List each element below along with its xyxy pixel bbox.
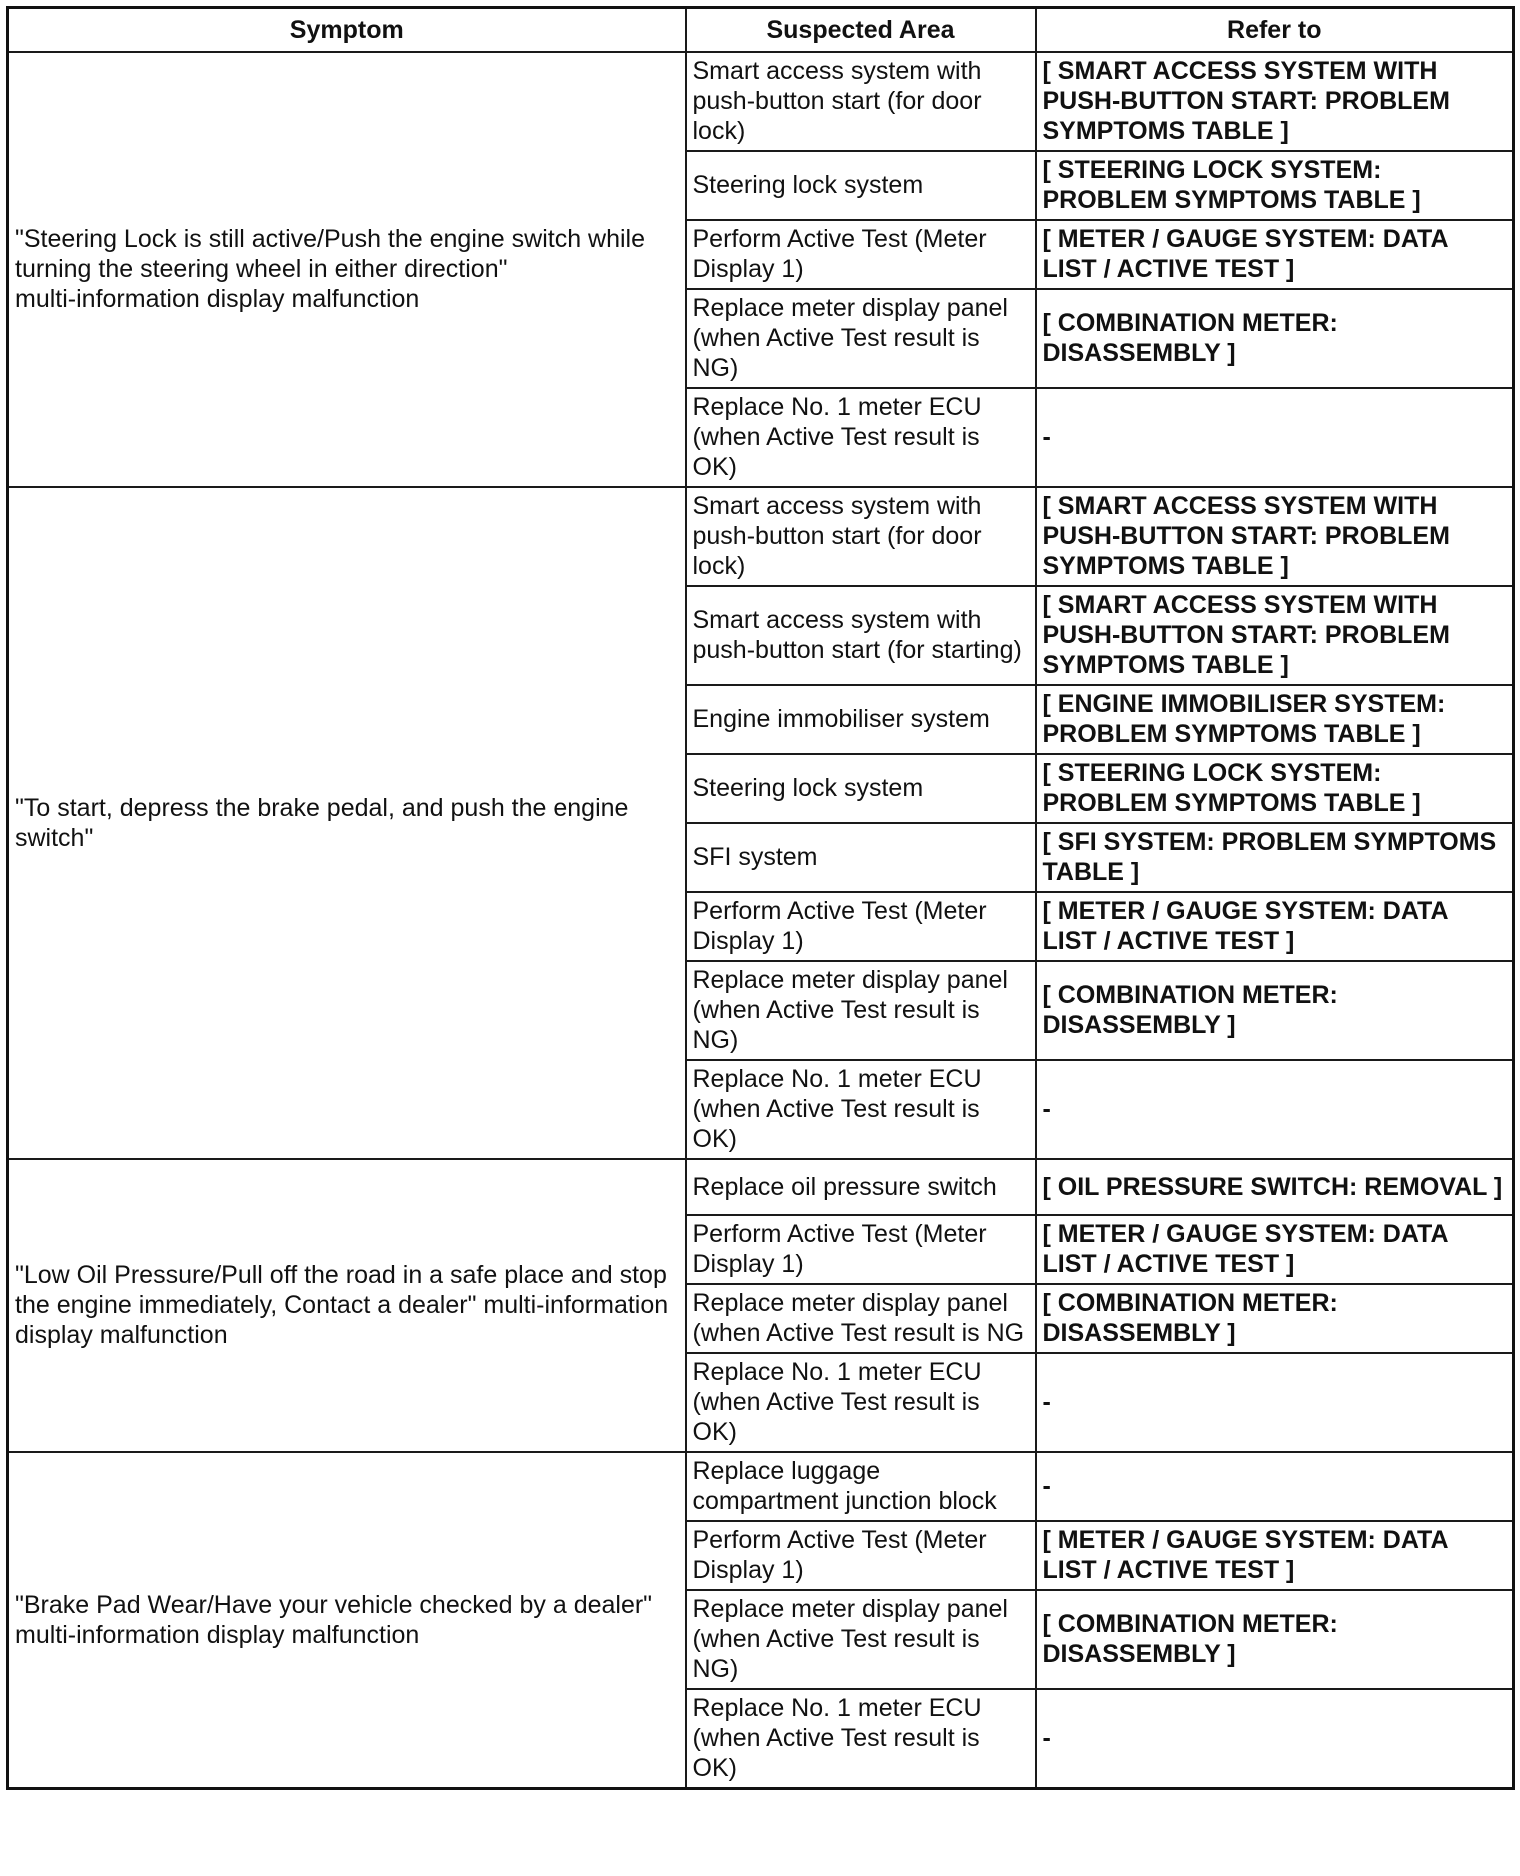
table-row xyxy=(8,1452,1514,1521)
suspected-area-cell: Engine immobiliser system xyxy=(686,685,1036,754)
header-refer-to: Refer to xyxy=(1036,8,1514,53)
refer-to-cell: [ METER / GAUGE SYSTEM: DATA LIST / ACTIVE TEST ] xyxy=(1036,220,1514,289)
suspected-area-cell: Replace oil pressure switch xyxy=(686,1159,1036,1215)
problem-symptoms-table xyxy=(6,6,1515,1790)
suspected-area-cell: Replace meter display panel (when Active Test result is NG) xyxy=(686,1590,1036,1689)
suspected-area-cell: SFI system xyxy=(686,823,1036,892)
refer-to-cell: [ COMBINATION METER: DISASSEMBLY ] xyxy=(1036,1284,1514,1353)
header-row xyxy=(8,8,1514,53)
suspected-area-cell: Replace luggage compartment junction block xyxy=(686,1452,1036,1521)
suspected-area-cell: Smart access system with push-button start (for door lock) xyxy=(686,487,1036,586)
table-header xyxy=(8,8,1514,53)
refer-to-cell: - xyxy=(1036,1452,1514,1521)
refer-to-cell: [ SMART ACCESS SYSTEM WITH PUSH-BUTTON START: PROBLEM SYMPTOMS TABLE ] xyxy=(1036,487,1514,586)
refer-to-cell: - xyxy=(1036,1060,1514,1159)
symptom-cell: "Brake Pad Wear/Have your vehicle checked by a dealer" multi-information display malfunction xyxy=(8,1452,686,1789)
refer-to-cell: [ COMBINATION METER: DISASSEMBLY ] xyxy=(1036,289,1514,388)
refer-to-cell: [ ENGINE IMMOBILISER SYSTEM: PROBLEM SYMPTOMS TABLE ] xyxy=(1036,685,1514,754)
suspected-area-cell: Replace meter display panel (when Active Test result is NG) xyxy=(686,289,1036,388)
suspected-area-cell: Perform Active Test (Meter Display 1) xyxy=(686,220,1036,289)
suspected-area-cell: Replace meter display panel (when Active Test result is NG xyxy=(686,1284,1036,1353)
header-suspected-area: Suspected Area xyxy=(686,8,1036,53)
problem-symptoms-document xyxy=(6,6,1512,1790)
refer-to-cell: - xyxy=(1036,1353,1514,1452)
refer-to-cell: [ SFI SYSTEM: PROBLEM SYMPTOMS TABLE ] xyxy=(1036,823,1514,892)
refer-to-cell: [ METER / GAUGE SYSTEM: DATA LIST / ACTIVE TEST ] xyxy=(1036,1215,1514,1284)
suspected-area-cell: Steering lock system xyxy=(686,151,1036,220)
symptom-cell: "To start, depress the brake pedal, and push the engine switch" xyxy=(8,487,686,1159)
table-body xyxy=(8,52,1514,1789)
refer-to-cell: [ SMART ACCESS SYSTEM WITH PUSH-BUTTON START: PROBLEM SYMPTOMS TABLE ] xyxy=(1036,586,1514,685)
suspected-area-cell: Replace No. 1 meter ECU (when Active Test result is OK) xyxy=(686,1060,1036,1159)
symptom-cell: "Steering Lock is still active/Push the engine switch while turning the steering wheel in either direction" multi-information display malfunction xyxy=(8,52,686,487)
suspected-area-cell: Perform Active Test (Meter Display 1) xyxy=(686,1215,1036,1284)
refer-to-cell: - xyxy=(1036,1689,1514,1789)
refer-to-cell: [ METER / GAUGE SYSTEM: DATA LIST / ACTIVE TEST ] xyxy=(1036,892,1514,961)
table-row xyxy=(8,1159,1514,1215)
symptom-cell: "Low Oil Pressure/Pull off the road in a safe place and stop the engine immediately, Contact a dealer" multi-information display malfunction xyxy=(8,1159,686,1452)
suspected-area-cell: Perform Active Test (Meter Display 1) xyxy=(686,1521,1036,1590)
suspected-area-cell: Smart access system with push-button start (for starting) xyxy=(686,586,1036,685)
refer-to-cell: [ SMART ACCESS SYSTEM WITH PUSH-BUTTON START: PROBLEM SYMPTOMS TABLE ] xyxy=(1036,52,1514,151)
suspected-area-cell: Steering lock system xyxy=(686,754,1036,823)
refer-to-cell: [ METER / GAUGE SYSTEM: DATA LIST / ACTIVE TEST ] xyxy=(1036,1521,1514,1590)
table-row xyxy=(8,52,1514,151)
refer-to-cell: [ COMBINATION METER: DISASSEMBLY ] xyxy=(1036,1590,1514,1689)
table-row xyxy=(8,487,1514,586)
suspected-area-cell: Replace meter display panel (when Active Test result is NG) xyxy=(686,961,1036,1060)
refer-to-cell: [ COMBINATION METER: DISASSEMBLY ] xyxy=(1036,961,1514,1060)
suspected-area-cell: Smart access system with push-button start (for door lock) xyxy=(686,52,1036,151)
refer-to-cell: [ STEERING LOCK SYSTEM: PROBLEM SYMPTOMS TABLE ] xyxy=(1036,151,1514,220)
suspected-area-cell: Perform Active Test (Meter Display 1) xyxy=(686,892,1036,961)
suspected-area-cell: Replace No. 1 meter ECU (when Active Test result is OK) xyxy=(686,1353,1036,1452)
refer-to-cell: - xyxy=(1036,388,1514,487)
suspected-area-cell: Replace No. 1 meter ECU (when Active Test result is OK) xyxy=(686,1689,1036,1789)
header-symptom: Symptom xyxy=(8,8,686,53)
refer-to-cell: [ OIL PRESSURE SWITCH: REMOVAL ] xyxy=(1036,1159,1514,1215)
refer-to-cell: [ STEERING LOCK SYSTEM: PROBLEM SYMPTOMS TABLE ] xyxy=(1036,754,1514,823)
suspected-area-cell: Replace No. 1 meter ECU (when Active Test result is OK) xyxy=(686,388,1036,487)
